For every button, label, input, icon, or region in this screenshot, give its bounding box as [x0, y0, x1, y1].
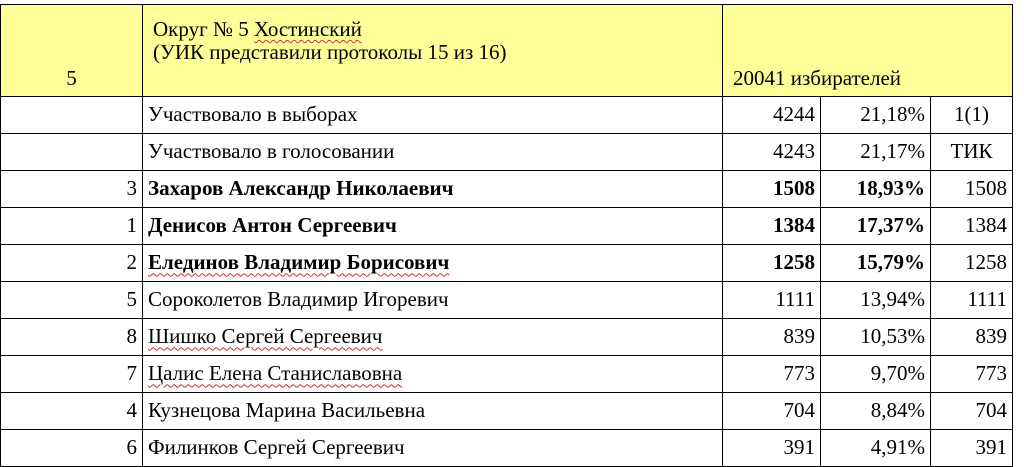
summary-row-participated [1, 97, 1013, 134]
protocols-text: (УИК представили протоколы 15 из 16) [153, 40, 507, 65]
candidate-percent: 9,70% [821, 356, 931, 393]
candidate-row [1, 319, 1013, 356]
district-name-line [153, 18, 717, 41]
candidate-row [1, 430, 1013, 467]
candidate-votes: 1111 [723, 282, 821, 319]
candidate-tik: 1384 [931, 208, 1013, 245]
candidate-number: 7 [1, 356, 143, 393]
candidate-row [1, 356, 1013, 393]
candidate-percent: 15,79% [821, 245, 931, 282]
candidate-percent: 17,37% [821, 208, 931, 245]
candidate-row [1, 171, 1013, 208]
summary-tik: ТИК [931, 134, 1013, 171]
candidate-number: 8 [1, 319, 143, 356]
candidate-votes: 1508 [723, 171, 821, 208]
summary-number-cell [1, 97, 143, 134]
candidate-votes: 391 [723, 430, 821, 467]
candidate-tik: 1508 [931, 171, 1013, 208]
summary-number-cell [1, 134, 143, 171]
candidate-tik: 1111 [931, 282, 1013, 319]
candidate-name-text: Цалис Елена Станиславовна [148, 361, 403, 386]
candidate-row [1, 245, 1013, 282]
candidate-name: Кузнецова Марина Васильевна [143, 393, 723, 430]
candidate-name: Сороколетов Владимир Игоревич [143, 282, 723, 319]
candidate-name [143, 245, 723, 282]
summary-row-voted [1, 134, 1013, 171]
summary-percent: 21,18% [821, 97, 931, 134]
candidate-name-text: Шишко Сергей Сергеевич [148, 324, 383, 349]
summary-percent: 21,17% [821, 134, 931, 171]
district-header-row [1, 5, 1013, 97]
candidate-percent: 10,53% [821, 319, 931, 356]
candidate-row [1, 393, 1013, 430]
election-results-table [0, 4, 1013, 467]
candidate-tik: 839 [931, 319, 1013, 356]
summary-label: Участвовало в выборах [143, 97, 723, 134]
candidate-number: 2 [1, 245, 143, 282]
summary-tik: 1(1) [931, 97, 1013, 134]
candidate-votes: 1384 [723, 208, 821, 245]
summary-votes: 4243 [723, 134, 821, 171]
candidate-votes: 839 [723, 319, 821, 356]
district-number: 5 [1, 5, 143, 97]
candidate-number: 1 [1, 208, 143, 245]
candidate-name: Захаров Александр Николаевич [143, 171, 723, 208]
district-name: Хостинский [254, 17, 362, 41]
candidate-name [143, 319, 723, 356]
candidate-number: 4 [1, 393, 143, 430]
district-title [143, 5, 723, 97]
candidate-tik: 704 [931, 393, 1013, 430]
candidate-percent: 8,84% [821, 393, 931, 430]
candidate-percent: 4,91% [821, 430, 931, 467]
candidate-tik: 391 [931, 430, 1013, 467]
candidate-number: 6 [1, 430, 143, 467]
candidate-percent: 13,94% [821, 282, 931, 319]
candidate-number: 3 [1, 171, 143, 208]
candidate-number: 5 [1, 282, 143, 319]
candidate-name: Денисов Антон Сергеевич [143, 208, 723, 245]
candidate-votes: 1258 [723, 245, 821, 282]
candidate-tik: 1258 [931, 245, 1013, 282]
candidate-row [1, 282, 1013, 319]
summary-label: Участвовало в голосовании [143, 134, 723, 171]
voters-count: 20041 избирателей [723, 5, 1013, 97]
candidate-votes: 704 [723, 393, 821, 430]
candidate-name [143, 356, 723, 393]
candidate-votes: 773 [723, 356, 821, 393]
candidate-percent: 18,93% [821, 171, 931, 208]
candidate-row [1, 208, 1013, 245]
candidate-name: Филинков Сергей Сергеевич [143, 430, 723, 467]
district-prefix: Округ № 5 [153, 17, 254, 41]
summary-votes: 4244 [723, 97, 821, 134]
candidate-name-text: Елединов Владимир Борисович [148, 250, 450, 275]
candidate-tik: 773 [931, 356, 1013, 393]
